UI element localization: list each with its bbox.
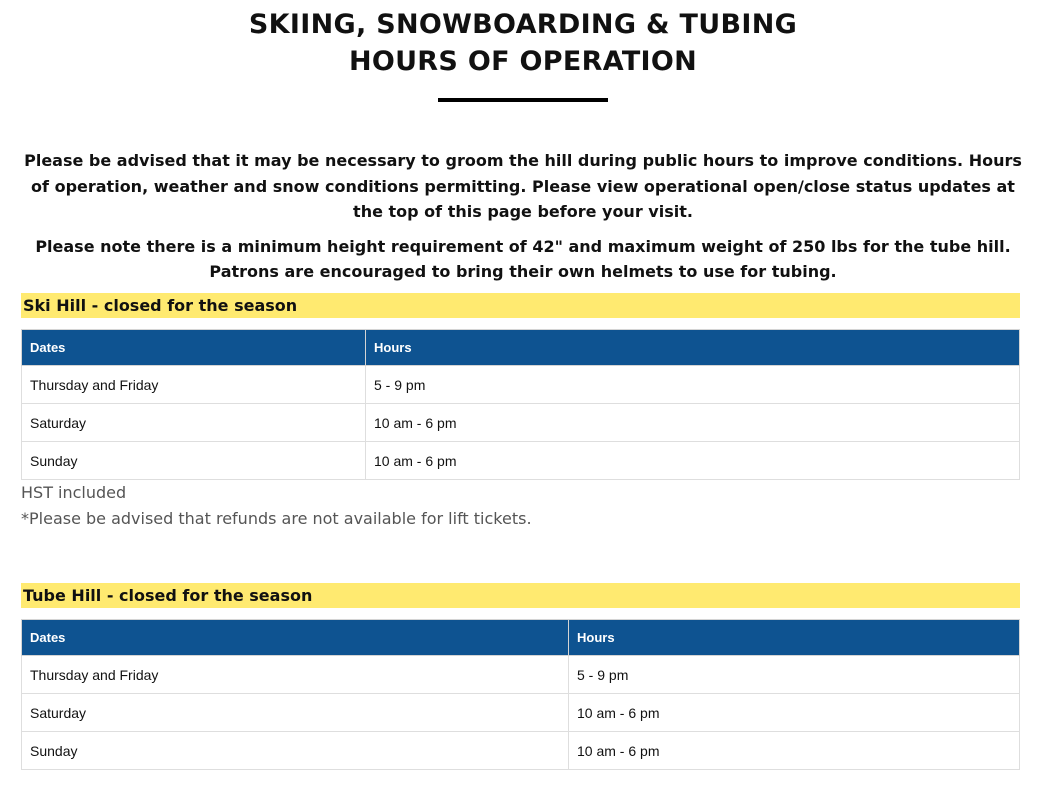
page-title [0, 0, 1046, 80]
dates-column-header: Dates [22, 620, 569, 656]
refund-note: *Please be advised that refunds are not available for lift tickets. [21, 509, 532, 528]
dates-cell: Thursday and Friday [22, 656, 569, 694]
dates-cell: Saturday [22, 404, 366, 442]
ski-hill-section [21, 293, 1020, 532]
hours-cell: 5 - 9 pm [569, 656, 1020, 694]
tube-hill-hours-table [21, 619, 1020, 770]
grooming-notice: Please be advised that it may be necessary to groom the hill during public hours to improve conditions. Hours of operation, weather and snow conditions permitting. Please view operational open/close status updates at the top of this page before your visit. [24, 151, 1022, 221]
dates-cell: Sunday [22, 732, 569, 770]
table-header-row [22, 330, 1020, 366]
ski-hill-hours-table [21, 329, 1020, 480]
hours-cell: 5 - 9 pm [366, 366, 1020, 404]
dates-cell: Sunday [22, 442, 366, 480]
table-header-row [22, 620, 1020, 656]
dates-cell: Thursday and Friday [22, 366, 366, 404]
tube-hill-section [21, 583, 1020, 770]
page-title-line-1: SKIING, SNOWBOARDING & TUBING [248, 9, 798, 40]
table-row [22, 404, 1020, 442]
hours-cell: 10 am - 6 pm [366, 404, 1020, 442]
hours-cell: 10 am - 6 pm [366, 442, 1020, 480]
table-row [22, 442, 1020, 480]
page-title-line-2: HOURS OF OPERATION [348, 46, 698, 77]
hours-cell: 10 am - 6 pm [569, 694, 1020, 732]
hours-column-header: Hours [366, 330, 1020, 366]
ski-hill-heading: Ski Hill - closed for the season [21, 293, 1020, 318]
table-row [22, 656, 1020, 694]
dates-cell: Saturday [22, 694, 569, 732]
table-row [22, 732, 1020, 770]
hours-column-header: Hours [569, 620, 1020, 656]
title-divider [438, 98, 608, 102]
notice-block [22, 148, 1024, 285]
hours-cell: 10 am - 6 pm [569, 732, 1020, 770]
tube-hill-heading: Tube Hill - closed for the season [21, 583, 1020, 608]
hst-note: HST included [21, 483, 127, 502]
table-row [22, 366, 1020, 404]
tube-requirements-notice: Please note there is a minimum height requirement of 42" and maximum weight of 250 lbs for the tube hill. Patrons are encouraged to bring their own helmets to use for tubing. [35, 236, 1011, 281]
dates-column-header: Dates [22, 330, 366, 366]
table-row [22, 694, 1020, 732]
